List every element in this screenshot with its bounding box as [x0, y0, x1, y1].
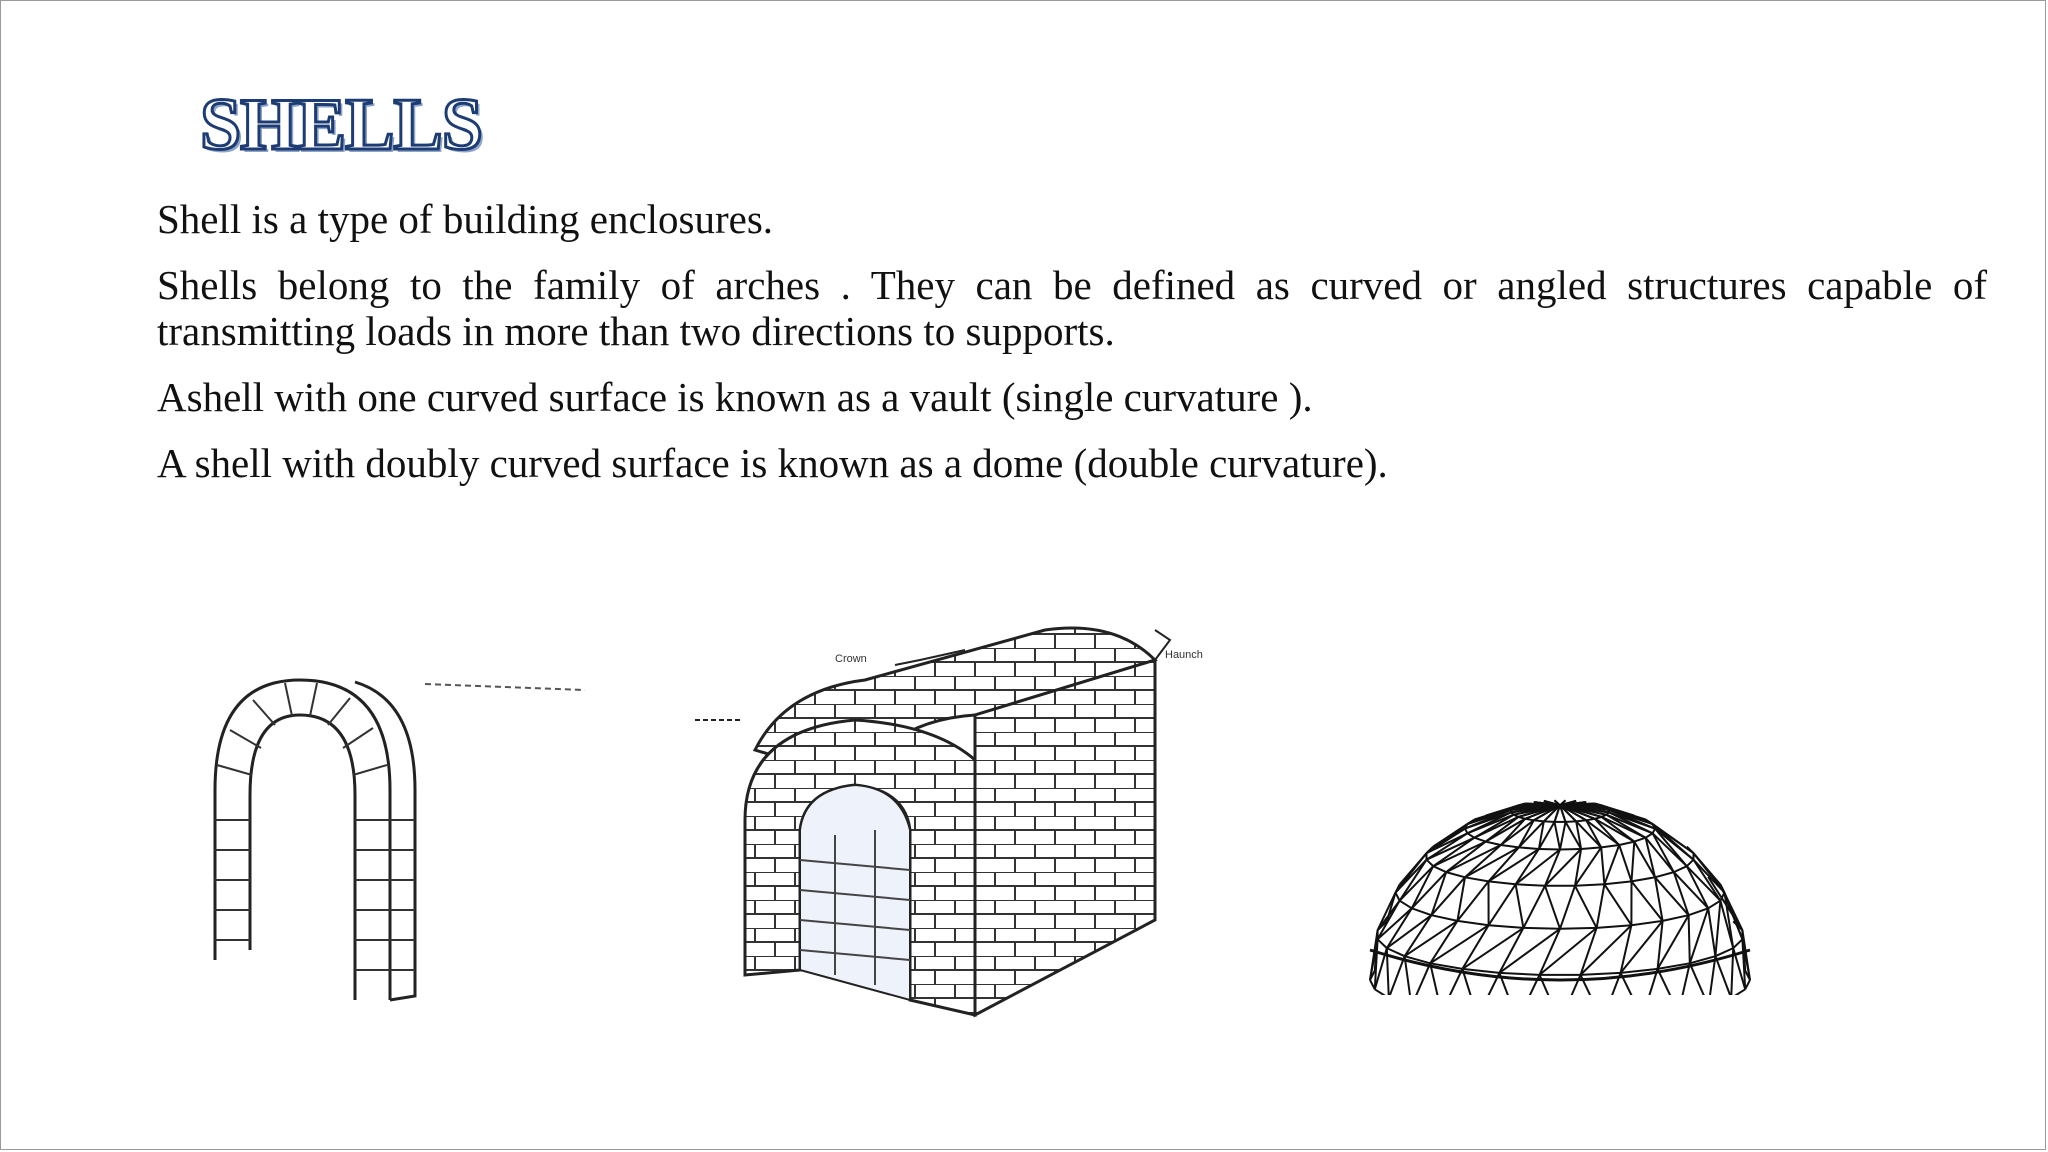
dome-strut	[1715, 956, 1731, 995]
dome-strut	[1655, 872, 1674, 877]
dome-strut	[1581, 973, 1621, 975]
dome-strut	[1632, 877, 1656, 881]
dome-strut	[1555, 822, 1561, 850]
dome-strut	[1690, 908, 1708, 963]
dome-strut	[1674, 866, 1687, 872]
dome-illustration	[1360, 675, 1760, 995]
dome-strut	[1560, 928, 1597, 929]
dome-strut	[1715, 901, 1720, 957]
dome-strut	[1634, 838, 1645, 842]
dome-strut	[1430, 921, 1457, 963]
paragraph-dome: A shell with doubly curved surface is known as a dome (double curvature).	[157, 440, 1388, 486]
arch-illustration	[195, 670, 615, 1010]
dome-strut	[1575, 886, 1597, 928]
dome-strut	[1489, 884, 1516, 925]
paragraph-vault: Ashell with one curved surface is known as a vault (single curvature ).	[157, 374, 1313, 420]
dome-strut	[1396, 893, 1400, 901]
dome-strut	[1632, 842, 1635, 882]
dome-strut	[1431, 915, 1457, 921]
dome-strut	[1516, 849, 1539, 884]
dome-strut	[1619, 842, 1634, 845]
dome-strut	[1486, 842, 1501, 845]
dome-strut	[1389, 956, 1405, 995]
dome-strut	[1489, 925, 1524, 928]
crown-label: Crown	[835, 653, 867, 665]
dome-strut	[1375, 989, 1389, 995]
dome-strut	[1601, 845, 1619, 847]
dome-strut	[1427, 860, 1434, 867]
dome-strut	[1433, 866, 1446, 872]
dome-strut	[1689, 915, 1690, 963]
dome-strut	[1499, 973, 1539, 975]
vault-illustration	[695, 620, 1255, 1030]
dome-strut	[1400, 901, 1412, 909]
dome-strut	[1539, 849, 1560, 850]
dome-strut	[1457, 921, 1488, 925]
dome-strut	[1560, 886, 1575, 929]
dome-strut	[1690, 963, 1709, 995]
dome-strut	[1631, 921, 1662, 925]
dome-strut	[1566, 821, 1577, 822]
dome-strut	[1446, 872, 1465, 877]
dome-strut	[1499, 928, 1523, 973]
dome-strut	[1731, 989, 1745, 995]
haunch-label: Haunch	[1165, 649, 1203, 661]
dome-strut	[1523, 928, 1560, 929]
dome-strut	[1708, 901, 1720, 909]
dome-strut	[1446, 845, 1501, 872]
dome-strut	[1516, 884, 1545, 886]
dome-strut	[1540, 975, 1561, 995]
dome-strut	[1467, 833, 1474, 837]
dome-strut	[1581, 847, 1601, 849]
paragraph-shell-arches: Shells belong to the family of arches . They can be defined as curved or angled structures capable of transmitting loads in more than two directions to supports.	[157, 262, 1987, 354]
dome-strut	[1523, 886, 1545, 928]
paragraph-shell-definition: Shell is a type of building enclosures.	[157, 196, 774, 242]
dome-strut	[1545, 886, 1560, 929]
dome-strut	[1604, 845, 1619, 884]
dome-strut	[1501, 845, 1519, 847]
dome-strut	[1489, 881, 1516, 884]
dome-strut	[1646, 833, 1653, 837]
dome-strut	[1462, 925, 1488, 969]
dome-strut	[1597, 925, 1632, 928]
dome-strut	[1516, 884, 1524, 928]
dome-strut	[1733, 939, 1742, 948]
dome-strut	[1604, 884, 1631, 925]
dome-strut	[1560, 849, 1581, 850]
slide-title: SHELLS	[200, 84, 482, 166]
dome-strut	[1412, 963, 1431, 995]
dome-strut	[1465, 877, 1489, 881]
dome-strut	[1544, 821, 1555, 822]
dome-strut	[1575, 884, 1604, 886]
dome-strut	[1619, 845, 1631, 881]
dome-strut	[1378, 939, 1387, 948]
dome-strut	[1601, 847, 1604, 884]
dome-strut	[1405, 915, 1432, 956]
dome-strut	[1604, 881, 1631, 884]
dome-strut	[1560, 822, 1566, 850]
dome-strut	[1708, 908, 1715, 956]
dome-strut	[1457, 881, 1488, 921]
dome-strut	[1412, 908, 1432, 915]
dome-strut	[1687, 860, 1694, 867]
dome-strut	[1632, 881, 1663, 921]
dome-strut	[1560, 975, 1581, 995]
dome-strut	[1519, 847, 1539, 849]
slide-body	[157, 196, 1987, 506]
dome-strut	[1597, 884, 1605, 928]
dome-strut	[1474, 838, 1485, 842]
